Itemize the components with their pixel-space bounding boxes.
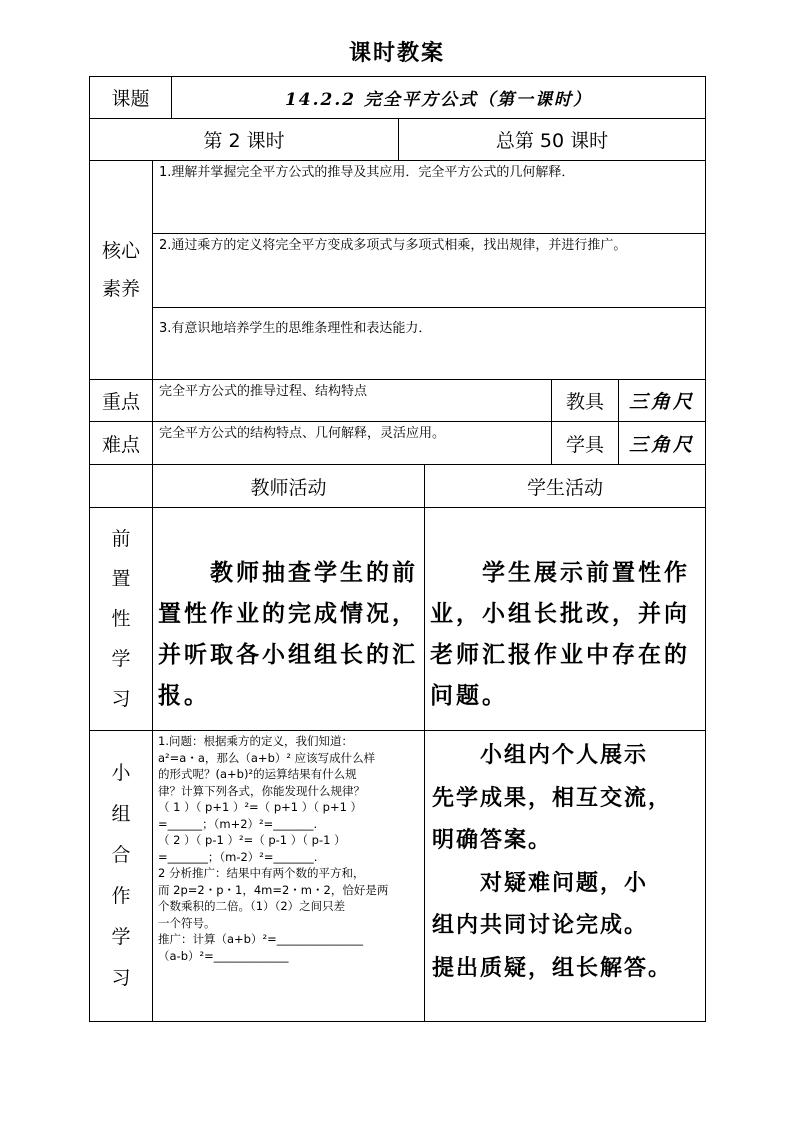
topic-value: 14.2.2 完全平方公式（第一课时） [284,90,593,110]
teacher-activity-header: 教师活动 [250,476,327,499]
preview-student-text: 学生展示前置性作业，小组长批改，并向老师汇报作业中存在的问题。 [430,559,690,709]
group-label: 小组合作学习 [111,762,131,989]
document-title: 课时教案 [348,41,445,66]
group-student-line: 小组内个人展示 [432,742,649,768]
learning-tool-label: 学具 [565,433,604,456]
group-teacher-line: （a-b）²=_____________ [158,948,289,963]
group-teacher-text [154,731,424,1021]
difficulty-value: 完全平方公式的结构特点、几何解释，灵活应用。 [159,426,446,441]
period-current: 第 2 课时 [203,130,285,152]
preview-label-cell [90,508,152,730]
core-item: 2.通过乘方的定义将完全平方变成多项式与多项式相乘，找出规律，并进行推广。 [159,238,627,253]
key-point-value: 完全平方公式的推导过程、结构特点 [159,384,368,399]
group-teacher-line: 个数乘积的二倍。（1）（2）之间只差 [158,899,346,913]
group-teacher-line: a²=a・a，那么（a+b）² 应该写成什么样 [158,750,376,765]
group-teacher-line: 1.问题：根据乘方的定义，我们知道： [158,734,353,748]
difficulty-label: 难点 [101,433,140,456]
student-activity-header: 学生活动 [526,476,603,499]
preview-label: 前置性学习 [111,528,131,710]
group-teacher-line: =_______；（m-2）²=_______. [158,849,318,864]
group-teacher-line: （ 1 ）（ p+1 ）²=（ p+1 ）（ p+1 ） [158,800,363,814]
core-label-cell [90,161,152,379]
teaching-tool-value: 三角尺 [628,391,695,413]
group-teacher-line: 而 2p=2・p・1，4m=2・m・2，恰好是两 [158,882,389,897]
group-student-line: 明确答案。 [432,827,553,853]
group-label-cell [90,731,152,1021]
core-label: 核心素养 [101,240,140,300]
learning-tool-value: 三角尺 [628,433,695,456]
group-student-line: 对疑难问题，小 [432,869,649,896]
period-total: 总第 50 课时 [495,130,609,152]
group-teacher-line: =______；（m+2）²=_______. [158,816,318,831]
group-teacher-line: （ 2 ）（ p-1 ）²=（ p-1 ）（ p-1 ） [158,833,346,847]
group-teacher-line: 2 分析推广：结果中有两个数的平方和， [158,866,365,880]
core-item: 3.有意识地培养学生的思维条理性和表达能力． [159,321,432,336]
preview-teacher-text: 教师抽查学生的前置性作业的完成情况，并听取各小组组长的汇报。 [158,559,418,709]
group-teacher-line: 一个符号。 [158,915,216,930]
group-teacher-line: 律？计算下列各式，你能发现什么规律？ [158,783,365,798]
key-point-label: 重点 [101,391,140,413]
group-teacher-line: 推广：计算（a+b）²=_______________ [158,932,363,946]
group-student-line: 提出质疑，组长解答。 [432,954,673,981]
topic-label: 课题 [111,88,150,110]
group-student-text [432,734,704,1019]
group-teacher-line: 的形式呢？(a+b)²的运算结果有什么规 [158,767,357,781]
group-student-line: 组内共同讨论完成。 [432,912,649,938]
group-student-line: 先学成果，相互交流， [432,784,673,811]
core-item: 1.理解并掌握完全平方公式的推导及其应用．完全平方公式的几何解释． [159,165,575,180]
teaching-tool-label: 教具 [565,391,604,413]
